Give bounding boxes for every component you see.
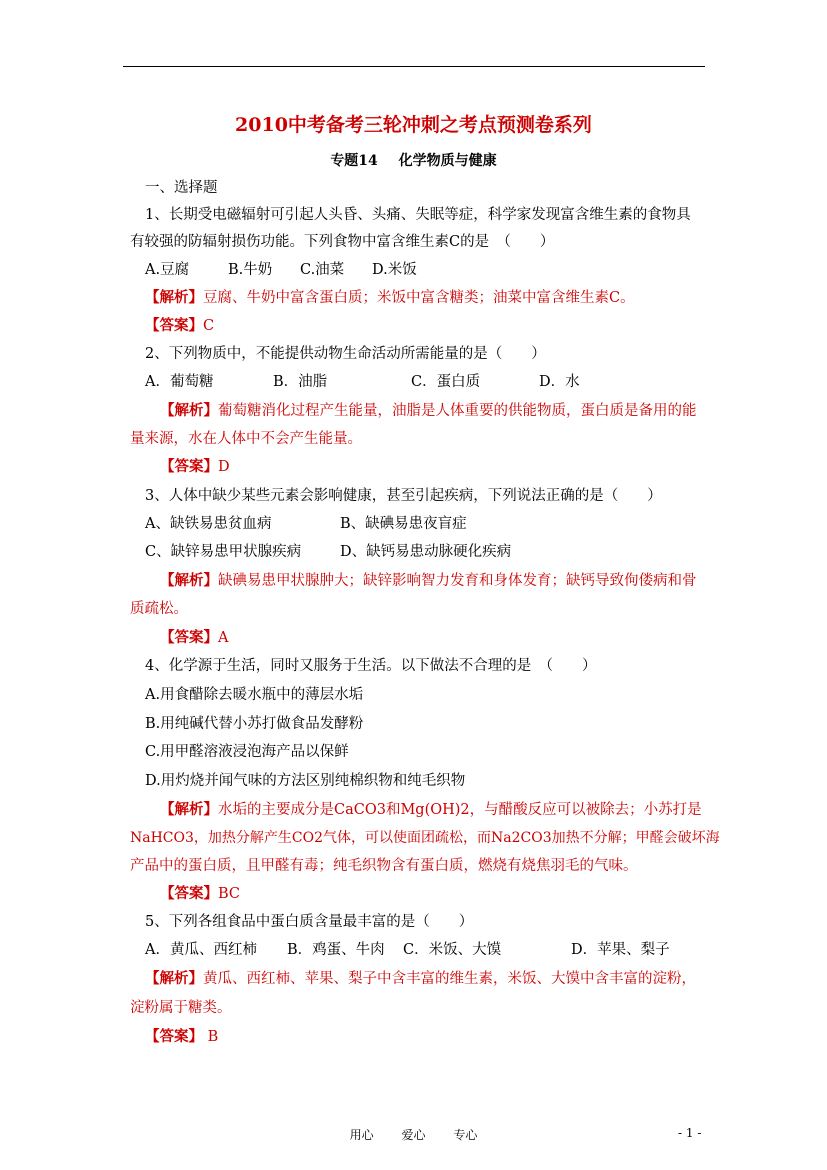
analysis-tag: 【解析】 — [145, 970, 203, 987]
q1-answer — [145, 316, 214, 336]
q5-stem: 5、下列各组食品中蛋白质含量最丰富的是（ ） — [145, 914, 474, 930]
q2-option-c: C．蛋白质 — [411, 374, 481, 390]
q4-option-c: C.用甲醛溶液浸泡海产品以保鲜 — [145, 744, 349, 760]
q3-analysis-text-1: 缺碘易患甲状腺肿大；缺锌影响智力发育和身体发育；缺钙导致佝偻病和骨 — [218, 573, 697, 589]
q3-option-c: C、缺锌易患甲状腺疾病 — [145, 544, 302, 560]
q5-answer-text: B — [203, 1029, 219, 1045]
q5-analysis-line2: 淀粉属于糖类。 — [130, 1000, 232, 1016]
q1-option-a: A.豆腐 — [145, 262, 190, 278]
q3-answer — [160, 628, 228, 648]
q4-option-a: A.用食醋除去暖水瓶中的薄层水垢 — [145, 687, 364, 703]
q2-option-a: A．葡萄糖 — [145, 374, 214, 390]
q5-option-c: C．米饭、大馍 — [403, 942, 502, 958]
q4-stem: 4、化学源于生活，同时又服务于生活。以下做法不合理的是 （ ） — [145, 658, 597, 674]
q1-options — [145, 260, 417, 280]
q3-analysis-line2: 质疏松。 — [130, 601, 188, 617]
analysis-tag: 【解析】 — [160, 801, 218, 818]
answer-tag: 【答案】 — [160, 458, 218, 475]
q4-option-b: B.用纯碱代替小苏打做食品发酵粉 — [145, 716, 364, 732]
q2-answer-text: D — [218, 459, 230, 475]
q4-answer-text: BC — [218, 886, 241, 902]
q5-option-a: A．黄瓜、西红柿 — [145, 942, 257, 958]
q2-analysis-line1 — [160, 401, 697, 421]
q5-options — [145, 940, 670, 960]
q1-option-d: D.米饭 — [372, 262, 417, 278]
q1-stem-line2: 有较强的防辐射损伤功能。下列食物中富含维生素C的是 （ ） — [130, 234, 555, 250]
header-rule — [123, 66, 705, 67]
q1-option-c: C.油菜 — [300, 262, 345, 278]
q1-option-b: B.牛奶 — [228, 262, 273, 278]
page-footer — [0, 1126, 827, 1143]
footer-item: 爱心 — [401, 1128, 426, 1142]
q2-analysis-text-1: 葡萄糖消化过程产生能量，油脂是人体重要的供能物质，蛋白质是备用的能 — [218, 403, 697, 419]
q4-option-d: D.用灼烧并闻气味的方法区别纯棉织物和纯毛织物 — [145, 773, 466, 789]
footer-item: 专心 — [453, 1128, 478, 1142]
q4-analysis-line3: 产品中的蛋白质，且甲醛有毒；纯毛织物含有蛋白质，燃烧有烧焦羽毛的气味。 — [130, 858, 638, 874]
page-number: - 1 - — [678, 1126, 702, 1140]
topic-number: 专题14 — [330, 153, 378, 169]
answer-tag: 【答案】 — [160, 629, 218, 646]
q3-answer-text: A — [218, 630, 229, 646]
section-heading: 一、选择题 — [145, 180, 218, 196]
q4-answer — [160, 884, 240, 904]
q5-answer — [145, 1027, 218, 1047]
q3-option-b: B、缺碘易患夜盲症 — [340, 516, 467, 532]
q5-analysis-text-1: 黄瓜、西红柿、苹果、梨子中含丰富的维生素，米饭、大馍中含丰富的淀粉， — [203, 971, 696, 987]
q2-analysis-line2: 量来源，水在人体中不会产生能量。 — [130, 431, 362, 447]
q2-answer — [160, 457, 230, 477]
q4-analysis-text-1: 水垢的主要成分是CaCO3和Mg(OH)2，与醋酸反应可以被除去；小苏打是 — [218, 802, 702, 818]
q1-analysis-text: 豆腐、牛奶中富含蛋白质；米饭中富含糖类；油菜中富含维生素C。 — [203, 290, 635, 306]
q3-options-row2 — [145, 542, 511, 562]
answer-tag: 【答案】 — [145, 1028, 203, 1045]
q1-answer-text: C — [203, 318, 215, 334]
analysis-tag: 【解析】 — [145, 289, 203, 306]
q1-stem-line1: 1、长期受电磁辐射可引起人头昏、头痛、失眠等症，科学家发现富含维生素的食物具 — [145, 207, 691, 223]
q3-analysis-line1 — [160, 571, 697, 591]
q3-stem: 3、人体中缺少某些元素会影响健康，甚至引起疾病，下列说法正确的是（ ） — [145, 488, 662, 504]
topic-name: 化学物质与健康 — [398, 153, 497, 169]
q4-analysis-line2: NaHCO3，加热分解产生CO2气体，可以使面团疏松，而Na2CO3加热不分解；甲醛会破坏海 — [130, 830, 720, 846]
analysis-tag: 【解析】 — [160, 572, 218, 589]
q3-options-row1 — [145, 514, 467, 534]
footer-item: 用心 — [349, 1128, 374, 1142]
q2-option-d: D．水 — [539, 374, 580, 390]
answer-tag: 【答案】 — [160, 885, 218, 902]
answer-tag: 【答案】 — [145, 317, 203, 334]
q2-option-b: B．油脂 — [273, 374, 328, 390]
q5-analysis-line1 — [145, 969, 696, 989]
analysis-tag: 【解析】 — [160, 402, 218, 419]
q2-stem: 2、下列物质中，不能提供动物生命活动所需能量的是（ ） — [145, 346, 546, 362]
topic-subtitle — [0, 150, 827, 170]
q5-option-b: B．鸡蛋、牛肉 — [287, 942, 385, 958]
q2-options — [145, 372, 580, 392]
q5-option-d: D．苹果、梨子 — [571, 942, 670, 958]
q1-analysis — [145, 288, 635, 308]
q3-option-a: A、缺铁易患贫血病 — [145, 516, 272, 532]
document-title: 2010中考备考三轮冲刺之考点预测卷系列 — [235, 114, 592, 136]
q4-analysis-line1 — [160, 800, 702, 820]
q3-option-d: D、缺钙易患动脉硬化疾病 — [340, 544, 512, 560]
